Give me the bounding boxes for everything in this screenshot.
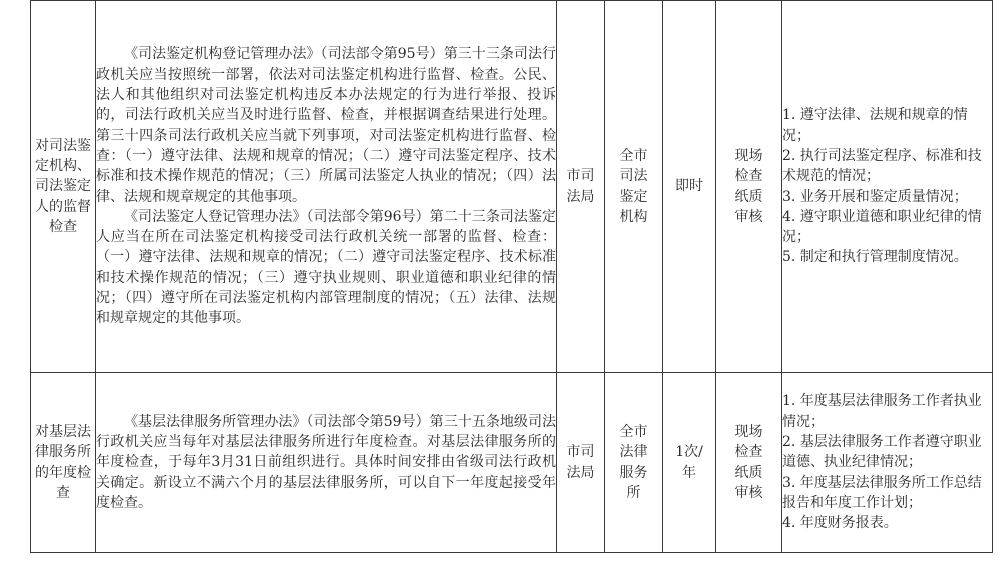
inspection-method: 现场检查纸质审核 — [734, 423, 763, 501]
frequency-cell — [663, 373, 716, 553]
inspection-content-cell — [782, 373, 993, 553]
frequency-cell — [663, 1, 716, 373]
department-cell — [557, 1, 605, 373]
legal-basis-paragraph: 《司法鉴定人登记管理办法》（司法部令第96号）第二十三条司法鉴定人应当在所在司法鉴定机构接受司法行政机关统一部署的监督、检查：（一）遵守法律、法规和规章的情况；（二）遵守司法鉴定程序、技术标准和技术操作规范的情况；（三）遵守执业规则、职业道德和职业纪律的情况；（四）遵守所在司法鉴定机构内部管理制度的情况；（五）法律、法规和规章规定的其他事项。 — [96, 208, 556, 327]
method-cell — [716, 373, 782, 553]
inspection-object: 全市法律服务所 — [619, 423, 648, 501]
department: 市司法局 — [566, 168, 595, 205]
supervision-table — [30, 0, 993, 553]
inspection-object-cell — [605, 373, 663, 553]
inspection-content-list — [782, 105, 992, 267]
department: 市司法局 — [566, 444, 595, 481]
list-item: 5. 制定和执行管理制度情况。 — [782, 249, 968, 266]
table-row — [31, 373, 993, 553]
method-cell — [716, 1, 782, 373]
list-item: 4. 遵守职业道德和职业纪律的情况； — [782, 208, 982, 246]
legal-basis-cell — [96, 1, 557, 373]
inspection-content-cell — [782, 1, 993, 373]
list-item: 4. 年度财务报表。 — [782, 515, 898, 532]
legal-basis-paragraph: 《基层法律服务所管理办法》（司法部令第59号）第三十五条地级司法行政机关应当每年对基层法律服务所进行年度检查。对基层法律服务所的年度检查，于每年3月31日前组织进行。具体时间安排由省级司法行政机关确定。新设立不满六个月的基层法律服务所，可以自下一年度起接受年度检查。 — [96, 413, 556, 511]
inspection-object: 全市司法鉴定机构 — [619, 147, 648, 225]
list-item: 3. 年度基层法律服务所工作总结报告和年度工作计划； — [782, 474, 982, 511]
table-row — [31, 1, 993, 373]
department-cell — [557, 373, 605, 553]
list-item: 1. 年度基层法律服务工作者执业情况； — [782, 393, 982, 430]
inspection-object-cell — [605, 1, 663, 373]
list-item: 1. 遵守法律、法规和规章的情况； — [782, 107, 968, 144]
inspection-method: 现场检查纸质审核 — [734, 147, 763, 225]
frequency: 即时 — [675, 178, 703, 195]
legal-basis-paragraph: 《司法鉴定机构登记管理办法》（司法部令第95号）第三十三条司法行政机关应当按照统一部署，依法对司法鉴定机构进行监督、检查。公民、法人和其他组织对司法鉴定机构违反本办法规定的行为进行举报、投诉的，司法行政机关应当及时进行监督、检查，并根据调查结果进行处理。第三十四条司法行政机关应当就下列事项，对司法鉴定机构进行监督、检查：（一）遵守法律、法规和规章的情况；（二）遵守司法鉴定程序、技术标准和技术操作规范的情况；（三）所属司法鉴定人执业的情况；（四）法律、法规和规章规定的其他事项。 — [96, 46, 556, 205]
frequency: 1次/年 — [675, 444, 703, 481]
inspection-item: 对司法鉴定机构、司法鉴定人的监督检查 — [35, 137, 91, 235]
legal-basis-cell — [96, 373, 557, 553]
list-item: 3. 业务开展和鉴定质量情况； — [782, 188, 968, 205]
list-item: 2. 执行司法鉴定程序、标准和技术规范的情况； — [782, 147, 982, 185]
list-item: 2. 基层法律服务工作者遵守职业道德、执业纪律情况； — [782, 434, 982, 471]
inspection-content-list — [782, 391, 992, 533]
inspection-item-cell — [31, 1, 96, 373]
inspection-item-cell — [31, 373, 96, 553]
inspection-item: 对基层法律服务所的年度检查 — [35, 423, 91, 501]
